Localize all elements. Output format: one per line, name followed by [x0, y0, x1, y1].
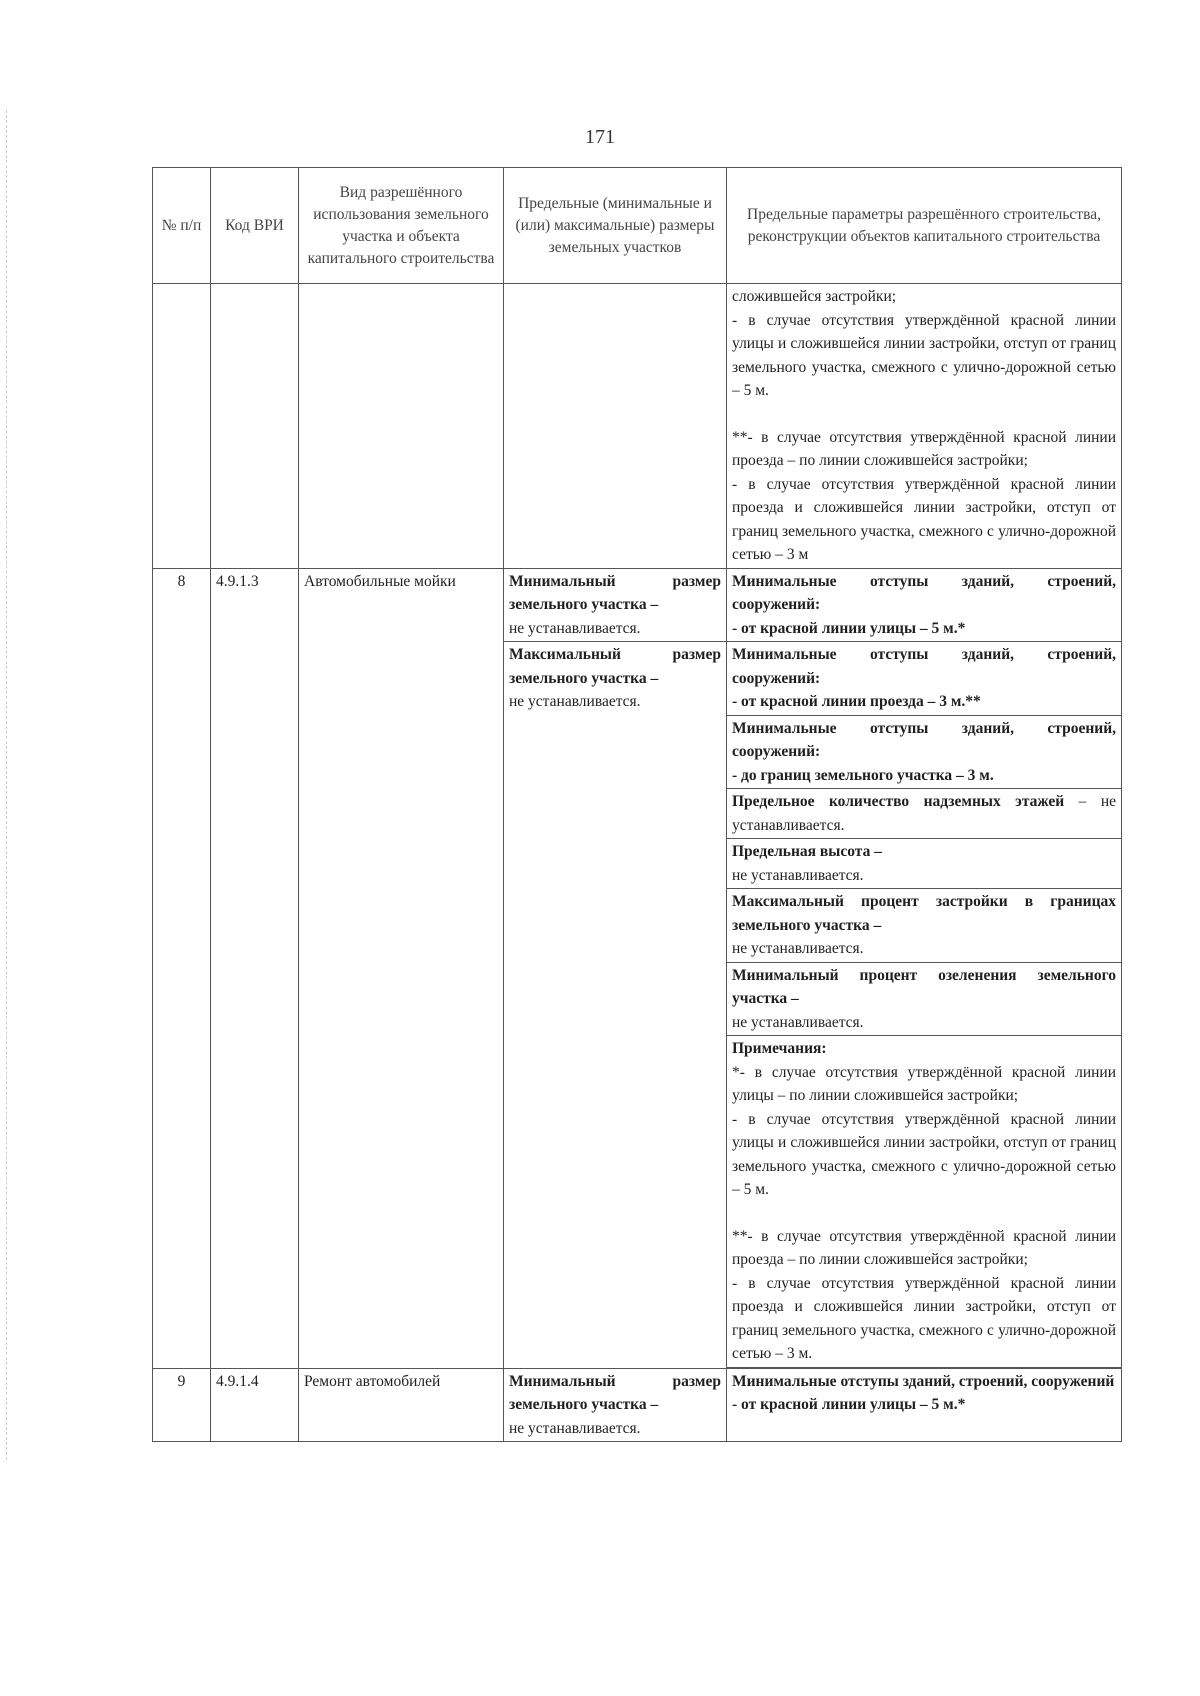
- row-use-name: Ремонт автомобилей: [299, 1368, 504, 1442]
- param-value: – не устанавливается.: [732, 793, 1116, 834]
- row-number: 9: [153, 1368, 211, 1442]
- row-use-name: Автомобильные мойки: [299, 568, 504, 1368]
- min-size-title: Минимальный размер земельного участка –: [509, 572, 721, 613]
- note-text: **- в случае отсутствия утверждённой красной линии проезда – по линии сложившейся застройки;: [732, 428, 1116, 469]
- row-number: 8: [153, 568, 211, 1368]
- cell-param-red-line-street: [727, 1368, 1122, 1442]
- row-code: 4.9.1.4: [211, 1368, 299, 1442]
- param-title: Минимальные отступы зданий, строений, сооружений:: [732, 646, 1116, 687]
- page-number: 171: [585, 126, 615, 148]
- max-size-title: Максимальный размер земельного участка –: [509, 646, 721, 687]
- cell-notes: [727, 1036, 1122, 1368]
- cell-empty: [153, 284, 211, 569]
- header-use-type: Вид разрешённого использования земельного участка и объекта капитального строительства: [299, 168, 504, 284]
- cell-param-greening-percent: [727, 962, 1122, 1036]
- cell-empty: [504, 284, 727, 569]
- param-title: Минимальные отступы зданий, строений, сооружений: [732, 1372, 1115, 1390]
- param-title: Минимальные отступы зданий, строений, сооружений:: [732, 719, 1116, 760]
- header-construction-params: Предельные параметры разрешённого строительства, реконструкции объектов капитального строительства: [727, 168, 1122, 284]
- param-title: Минимальный процент озеленения земельного участка –: [732, 966, 1116, 1007]
- param-value: - от красной линии улицы – 5 м.*: [732, 1396, 966, 1413]
- cell-min-plot-size: [504, 1368, 727, 1442]
- max-size-value: не устанавливается.: [509, 693, 641, 710]
- note-text: - в случае отсутствия утверждённой красной линии улицы и сложившейся линии застройки, отступ от границ земельного участка, смежного с улично-дорожной сетью – 5 м.: [732, 311, 1116, 399]
- cell-param-build-percent: [727, 889, 1122, 963]
- cell-param-red-line-passage: [727, 642, 1122, 716]
- cell-empty: [211, 284, 299, 569]
- regulations-table: [152, 167, 1122, 1442]
- cell-empty: [299, 284, 504, 569]
- param-title: Минимальные отступы зданий, строений, сооружений:: [732, 572, 1116, 613]
- cell-max-plot-size: [504, 642, 727, 1369]
- table-row-continuation: [153, 284, 1122, 569]
- notes-title: Примечания:: [732, 1040, 827, 1057]
- row-code: 4.9.1.3: [211, 568, 299, 1368]
- param-value: не устанавливается.: [732, 940, 864, 957]
- header-plot-sizes: Предельные (минимальные и (или) максимальные) размеры земельных участков: [504, 168, 727, 284]
- param-value: - до границ земельного участка – 3 м.: [732, 766, 994, 784]
- header-code: Код ВРИ: [211, 168, 299, 284]
- scan-margin-mark: [6, 110, 9, 1460]
- cell-param-red-line-street: [727, 568, 1122, 642]
- table-row-9: [153, 1368, 1122, 1442]
- note-text: *- в случае отсутствия утверждённой красной линии улицы – по линии сложившейся застройки;: [732, 1063, 1116, 1104]
- param-value: не устанавливается.: [732, 1013, 864, 1031]
- cell-min-plot-size: [504, 568, 727, 642]
- table-row-8: [153, 568, 1122, 642]
- note-text: - в случае отсутствия утверждённой красной линии проезда и сложившейся линии застройки, отступ от границ земельного участка, смежного с улично-дорожной сетью – 3 м: [732, 475, 1116, 563]
- header-number: № п/п: [153, 168, 211, 284]
- note-text: сложившейся застройки;: [732, 288, 897, 305]
- min-size-value: не устанавливается.: [509, 1419, 641, 1437]
- param-title: Максимальный процент застройки в границах земельного участка –: [732, 893, 1116, 934]
- table-header-row: [153, 168, 1122, 284]
- cell-param-floors: [727, 789, 1122, 839]
- param-title: Предельное количество надземных этажей: [732, 793, 1065, 810]
- note-text: - в случае отсутствия утверждённой красной линии улицы и сложившейся линии застройки, отступ от границ земельного участка, смежного с улично-дорожной сетью – 5 м.: [732, 1110, 1116, 1198]
- cell-param-plot-border: [727, 715, 1122, 789]
- min-size-title: Минимальный размер земельного участка –: [509, 1372, 721, 1413]
- note-text: - в случае отсутствия утверждённой красной линии проезда и сложившейся линии застройки, отступ от границ земельного участка, смежного с улично-дорожной сетью – 3 м.: [732, 1274, 1116, 1362]
- cell-param-height: [727, 839, 1122, 889]
- min-size-value: не устанавливается.: [509, 619, 641, 637]
- param-value: - от красной линии улицы – 5 м.*: [732, 619, 966, 637]
- note-text: **- в случае отсутствия утверждённой красной линии проезда – по линии сложившейся застройки;: [732, 1227, 1116, 1268]
- param-value: не устанавливается.: [732, 866, 864, 884]
- param-value: - от красной линии проезда – 3 м.**: [732, 693, 981, 710]
- param-title: Предельная высота –: [732, 843, 882, 860]
- cell-continuation-notes: [727, 284, 1122, 569]
